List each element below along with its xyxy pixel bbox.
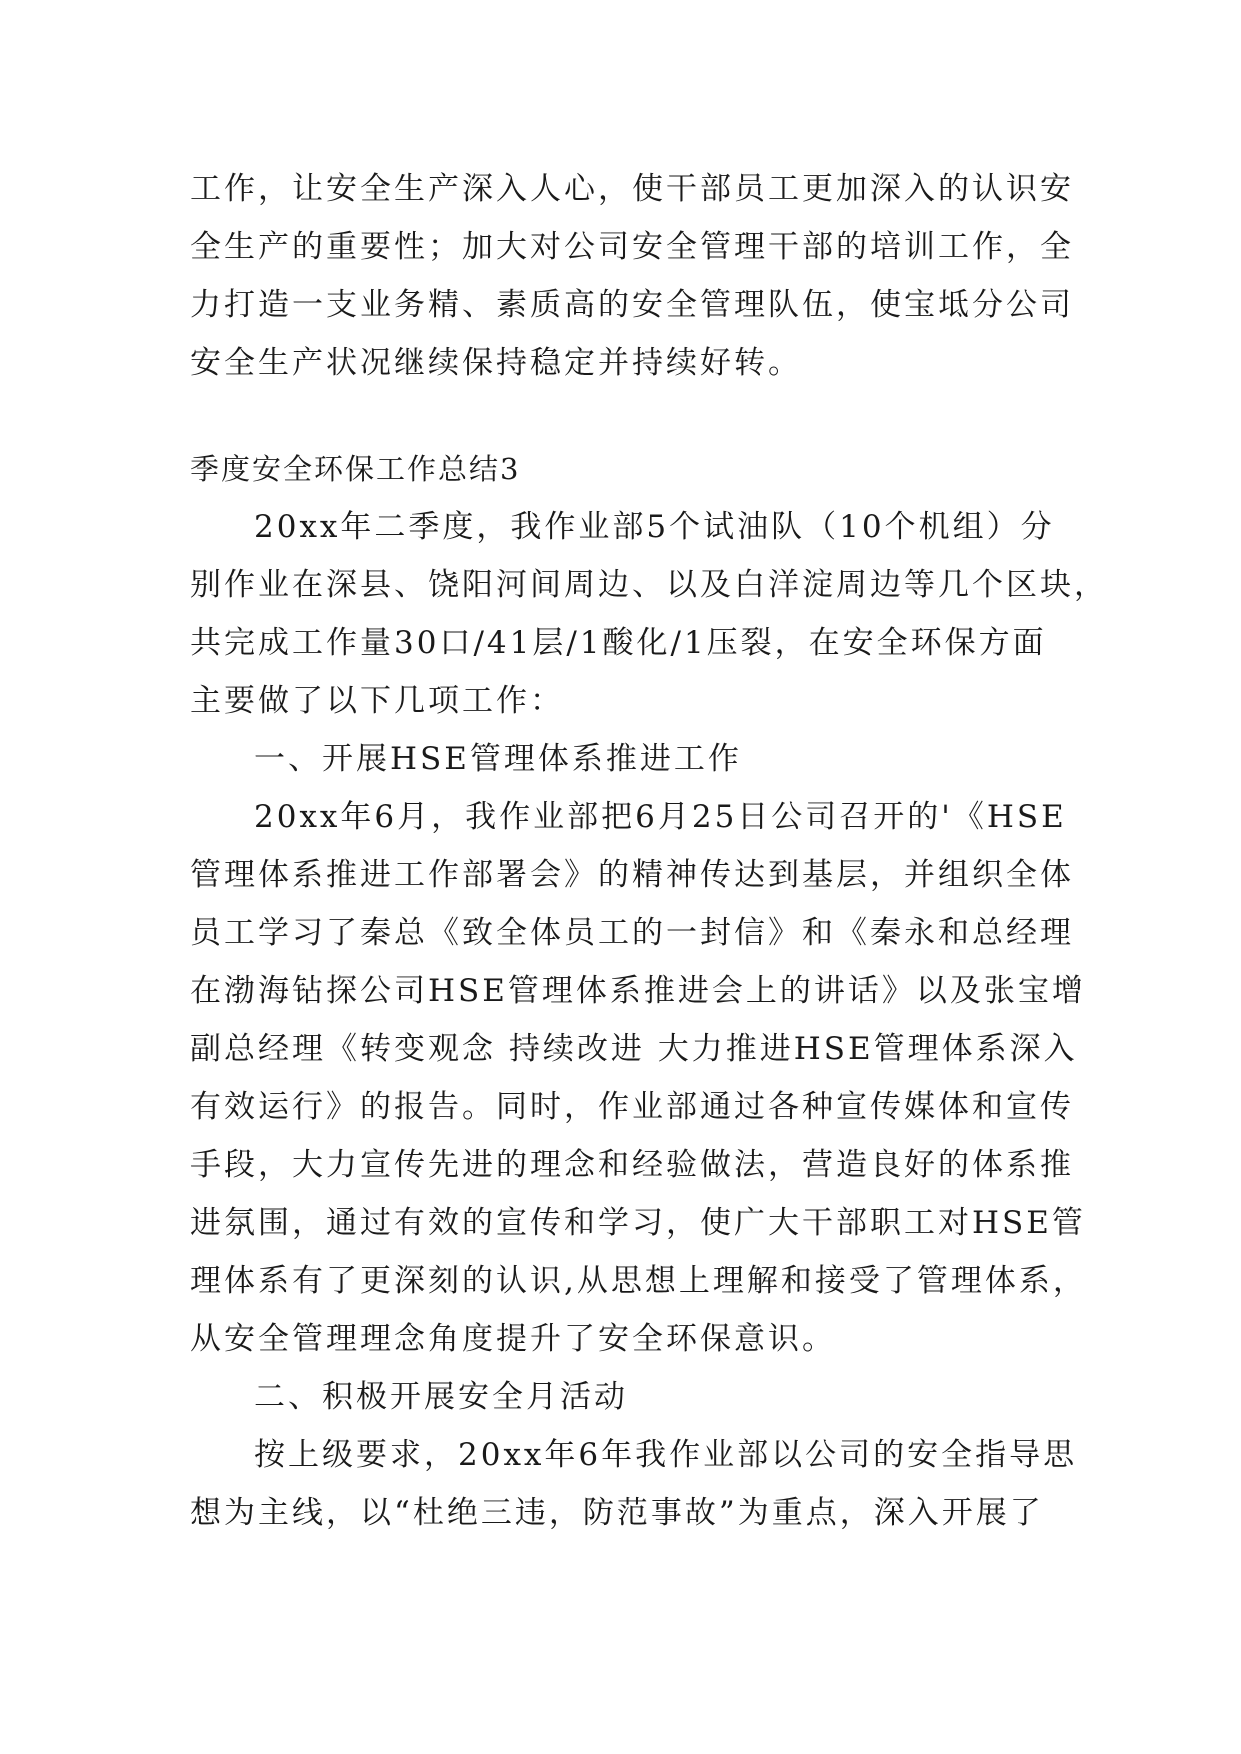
text-line: 二、积极开展安全月活动 [254, 1379, 628, 1415]
text-line: 20xx年二季度，我作业部5个试油队（10个机组）分 [254, 509, 1055, 545]
text-line: 有效运行》的报告。同时，作业部通过各种宣传媒体和宣传 [190, 1089, 1074, 1125]
text-line: 在渤海钻探公司HSE管理体系推进会上的讲话》以及张宝增 [190, 973, 1086, 1009]
text-line: 按上级要求，20xx年6年我作业部以公司的安全指导思 [254, 1437, 1078, 1473]
text-line: 20xx年6月，我作业部把6月25日公司召开的'《HSE [254, 799, 1067, 835]
text-line: 副总经理《转变观念 持续改进 大力推进HSE管理体系深入 [190, 1031, 1078, 1067]
text-line: 安全生产状况继续保持稳定并持续好转。 [190, 345, 802, 381]
text-line: 力打造一支业务精、素质高的安全管理队伍，使宝坻分公司 [190, 287, 1074, 323]
text-line: 想为主线，以“杜绝三违，防范事故”为重点，深入开展了 [190, 1495, 1044, 1531]
text-line: 主要做了以下几项工作： [190, 683, 564, 719]
text-line: 手段，大力宣传先进的理念和经验做法，营造良好的体系推 [190, 1147, 1074, 1183]
text-line: 工作，让安全生产深入人心，使干部员工更加深入的认识安 [190, 171, 1074, 207]
text-line: 全生产的重要性；加大对公司安全管理干部的培训工作，全 [190, 229, 1074, 265]
text-line: 进氛围，通过有效的宣传和学习，使广大干部职工对HSE管 [190, 1205, 1086, 1241]
text-line: 一、开展HSE管理体系推进工作 [254, 741, 742, 777]
text-line: 理体系有了更深刻的认识,从思想上理解和接受了管理体系， [190, 1263, 1087, 1299]
text-line: 从安全管理理念角度提升了安全环保意识。 [190, 1321, 836, 1357]
document-body [190, 160, 1108, 1542]
section-title: 季度安全环保工作总结3 [190, 452, 521, 486]
text-line: 共完成工作量30口/41层/1酸化/1压裂，在安全环保方面 [190, 625, 1047, 661]
text-line: 员工学习了秦总《致全体员工的一封信》和《秦永和总经理 [190, 915, 1074, 951]
text-line: 别作业在深县、饶阳河间周边、以及白洋淀周边等几个区块， [190, 567, 1108, 603]
text-line: 管理体系推进工作部署会》的精神传达到基层，并组织全体 [190, 857, 1074, 893]
